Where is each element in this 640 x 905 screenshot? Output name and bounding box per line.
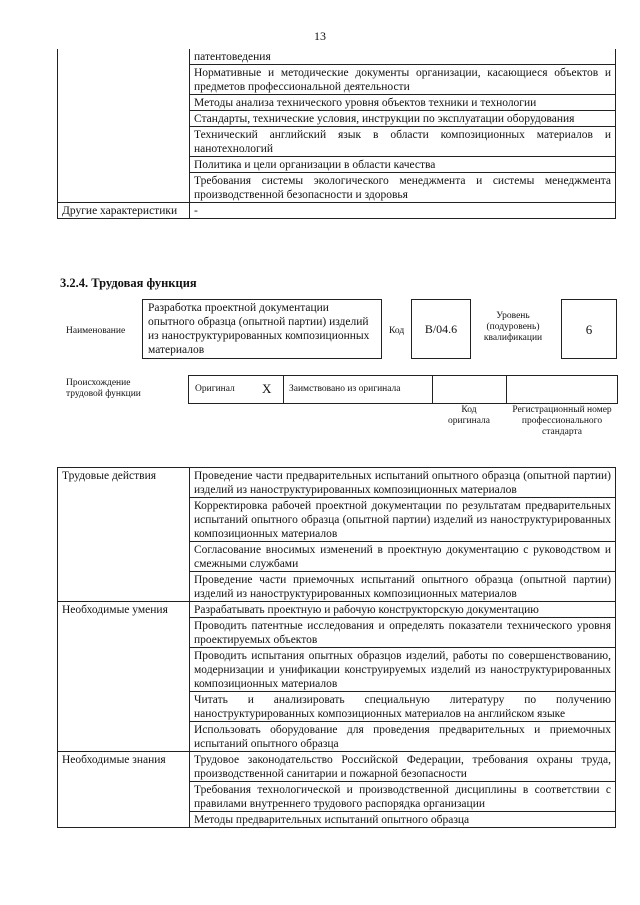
list-item: Стандарты, технические условия, инструкции по эксплуатации оборудования	[190, 111, 616, 127]
list-item: Технический английский язык в области композиционных материалов и нанотехнологий	[190, 127, 616, 157]
name-value: Разработка проектной документации опытного образца (опытной партии) изделий из наноструктурированных композиционных материалов	[148, 302, 370, 356]
code-label: Код	[389, 326, 405, 336]
list-item: Методы анализа технического уровня объектов техники и технологии	[190, 95, 616, 111]
list-item: Использовать оборудование для проведения предварительных и приемочных испытаний опытного образца	[190, 722, 616, 752]
table-row	[58, 468, 616, 498]
origin-divider-3	[506, 375, 507, 404]
list-item: -	[190, 203, 616, 219]
table-row	[58, 602, 616, 618]
origin-label: Происхождение трудовой функции	[66, 378, 141, 399]
list-item: Нормативные и методические документы организации, касающиеся объектов и предметов профессиональной деятельности	[190, 65, 616, 95]
row-label	[58, 49, 190, 203]
row-label: Необходимые знания	[58, 752, 190, 828]
main-table	[57, 467, 616, 828]
list-item: Корректировка рабочей проектной документации по результатам предварительных испытаний опытного образца (опытной партии) изделий из наноструктурированных композиционных материалов	[190, 498, 616, 542]
list-item: Проведение части приемочных испытаний опытного образца (опытной партии) изделий из наноструктурированных композиционных материалов	[190, 572, 616, 602]
origin-divider-1	[283, 375, 284, 404]
row-label: Другие характеристики	[58, 203, 190, 219]
top-table	[57, 49, 616, 219]
table-row	[58, 49, 616, 65]
origin-box	[188, 375, 618, 404]
list-item: Разрабатывать проектную и рабочую конструкторскую документацию	[190, 602, 616, 618]
original-label: Оригинал	[195, 384, 235, 394]
list-item: Проведение части предварительных испытаний опытного образца (опытной партии) изделий из наноструктурированных композиционных материалов	[190, 468, 616, 498]
section-heading: 3.2.4. Трудовая функция	[60, 276, 197, 290]
code-box	[411, 299, 471, 359]
row-label: Трудовые действия	[58, 468, 190, 602]
row-label: Необходимые умения	[58, 602, 190, 752]
list-item: Проводить испытания опытных образцов изделий, работы по совершенствованию, модернизации и унификации конструируемых изделий из наноструктурированных композиционных материалов	[190, 648, 616, 692]
page-number: 13	[314, 29, 326, 43]
name-label: Наименование	[66, 326, 126, 336]
list-item: Требования системы экологического менеджмента и системы менеджмента производственной безопасности и здоровья	[190, 173, 616, 203]
level-label: Уровень (подуровень) квалификации	[483, 311, 543, 343]
table-row	[58, 752, 616, 782]
list-item: Согласование вносимых изменений в проектную документацию с руководством и смежными службами	[190, 542, 616, 572]
list-item: Читать и анализировать специальную литературу по получению наноструктурированных композиционных материалов на английском языке	[190, 692, 616, 722]
list-item: Проводить патентные исследования и определять показатели технического уровня проектируемых объектов	[190, 618, 616, 648]
list-item: патентоведения	[190, 49, 616, 65]
code-original-caption: Код оригинала	[448, 405, 490, 426]
name-box	[142, 299, 382, 359]
code-value: В/04.6	[424, 322, 458, 336]
list-item: Требования технологической и производственной дисциплины в соответствии с правилами внутреннего трудового распорядка организации	[190, 782, 616, 812]
list-item: Политика и цели организации в области качества	[190, 157, 616, 173]
list-item: Методы предварительных испытаний опытного образца	[190, 812, 616, 828]
level-box	[561, 299, 617, 359]
list-item: Трудовое законодательство Российской Федерации, требования охраны труда, производственной санитарии и пожарной безопасности	[190, 752, 616, 782]
table-row	[58, 203, 616, 219]
borrowed-label: Заимствовано из оригинала	[289, 384, 401, 394]
original-mark: X	[262, 381, 272, 396]
origin-divider-2	[432, 375, 433, 404]
level-value: 6	[585, 322, 593, 337]
reg-number-caption: Регистрационный номер профессионального стандарта	[512, 405, 612, 437]
